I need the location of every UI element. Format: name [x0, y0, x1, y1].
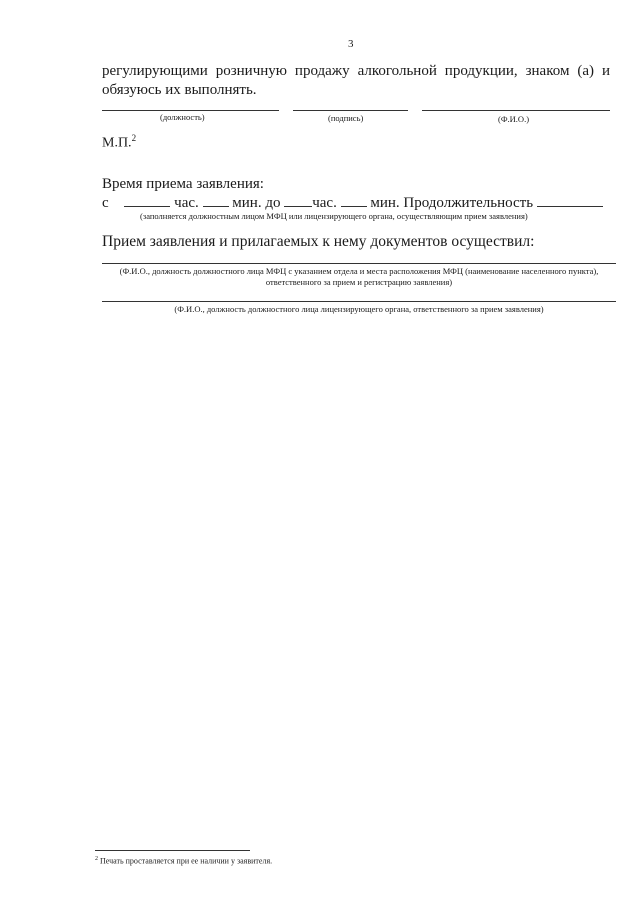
reception-time-row: с час. мин. до час. мин. Продолжительность: [102, 194, 603, 212]
signature-line[interactable]: [293, 110, 408, 111]
agreement-paragraph: [102, 62, 610, 100]
reception-time-title: Время приема заявления:: [102, 176, 264, 192]
footnote: $^2$ Печать проставляется при ее наличии у заявителя.: [95, 856, 273, 866]
from-minutes-field[interactable]: [203, 194, 229, 207]
stamp-label: М.П.$^2$: [102, 133, 137, 151]
signature-caption: (подпись): [328, 113, 364, 123]
from-hours-field[interactable]: [124, 194, 170, 207]
mfc-officer-caption: (Ф.И.О., должность должностного лица МФЦ с указанием отдела и места расположения МФЦ (наименование населенного пункта), ответственного за прием и регистрацию заявления): [119, 266, 599, 287]
full-name-caption: (Ф.И.О.): [498, 114, 530, 124]
licensing-officer-caption: (Ф.И.О., должность должностного лица лицензирующего органа, ответственного за прием заявления): [174, 304, 544, 314]
licensing-officer-line[interactable]: [102, 301, 616, 302]
page-number: 3: [348, 38, 354, 50]
footnote-ref: 2: [131, 133, 137, 143]
duration-field[interactable]: [537, 194, 603, 207]
position-line[interactable]: [102, 110, 279, 111]
footnote-separator: [95, 850, 250, 851]
position-caption: (должность): [160, 112, 205, 122]
paragraph-line-1: регулирующими розничную продажу алкогольной продукции, знаком (а) и: [102, 63, 610, 79]
to-hours-field[interactable]: [284, 194, 312, 207]
acceptance-title: Прием заявления и прилагаемых к нему документов осуществил:: [102, 233, 535, 250]
to-minutes-field[interactable]: [341, 194, 367, 207]
reception-time-caption: (заполняется должностным лицом МФЦ или лицензирующего органа, осуществляющим прием заявления): [140, 211, 528, 221]
paragraph-line-2: обязуюсь их выполнять.: [102, 82, 257, 98]
full-name-line[interactable]: [422, 110, 610, 111]
mfc-officer-line[interactable]: [102, 263, 616, 264]
